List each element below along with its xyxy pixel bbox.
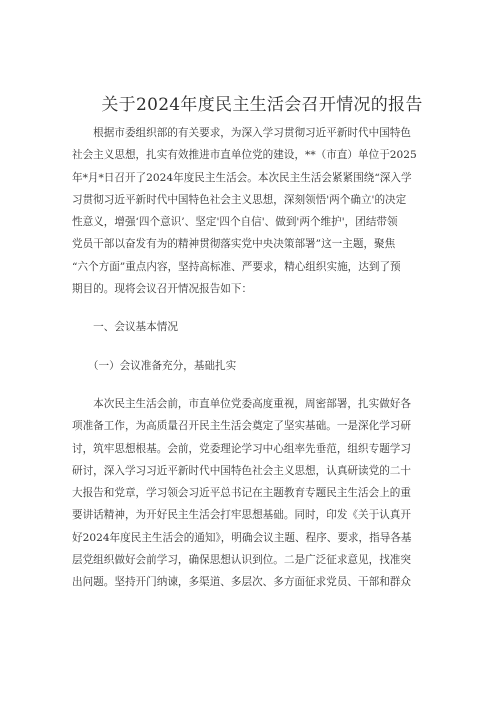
text-line: 要讲话精神，为开好民主生活会打牢思想基础。同时，印发《关于认真开: [72, 509, 411, 522]
text-line: 根据市委组织部的有关要求，为深入学习贯彻习近平新时代中国特色: [72, 127, 411, 139]
text-line: 大报告和党章，学习领会习近平总书记在主题教育专题民主生活会上的重: [72, 487, 411, 500]
body-paragraph: [72, 393, 446, 594]
text-line: 研讨，深入学习习近平新时代中国特色社会主义思想，认真研读党的二十: [72, 464, 411, 477]
text-line: 好2024年度民主生活会的通知》，明确会议主题、程序、要求，指导各基: [72, 531, 412, 544]
document-body: [72, 122, 446, 594]
document-title: 关于2024年度民主生活会召开情况的报告: [101, 95, 423, 115]
section-heading: 一、会议基本情况: [72, 321, 178, 334]
text-line: 期目的。现将会议召开情况报告如下：: [72, 283, 253, 296]
text-line: 习贯彻习近平新时代中国特色社会主义思想，深刻领悟'两个确立'的决定: [72, 193, 407, 206]
text-line: 层党组织做好会前学习，确保思想认识到位。二是广泛征求意见，找准突: [72, 554, 411, 567]
paragraph-gap: [72, 377, 446, 393]
text-line: “六个方面”重点内容，坚持高标准、严要求，精心组织实施，达到了预: [72, 260, 401, 273]
text-line: 社会主义思想，扎实有效推进市直单位党的建设，**（市直）单位于2025: [72, 149, 417, 162]
paragraph-gap: [72, 339, 446, 355]
text-line: 党员干部以奋发有为的精神贯彻落实党中央决策部署”这一主题，聚焦: [72, 238, 396, 251]
paragraph-gap: [72, 300, 446, 316]
text-line: 性意义，增强‘四个意识’、坚定'四个自信'、做到'两个维护'，团结带领: [72, 216, 398, 229]
text-line: 本次民主生活会前，市直单位党委高度重视，周密部署，扎实做好各: [72, 397, 411, 410]
intro-paragraph: [72, 122, 446, 300]
text-line: 项准备工作，为高质量召开民主生活会奠定了坚实基础。一是深化学习研: [72, 420, 411, 433]
text-line: 出问题。坚持开门纳谏，多渠道、多层次、多方面征求党员、干部和群众: [72, 576, 411, 589]
subsection-heading: （一）会议准备充分，基础扎实: [72, 359, 237, 372]
text-line: 年*月*日召开了2024年度民主生活会。本次民主生活会紧紧围绕“深入学: [72, 171, 412, 184]
text-line: 讨，筑牢思想根基。会前，党委理论学习中心组率先垂范，组织专题学习: [72, 442, 411, 455]
